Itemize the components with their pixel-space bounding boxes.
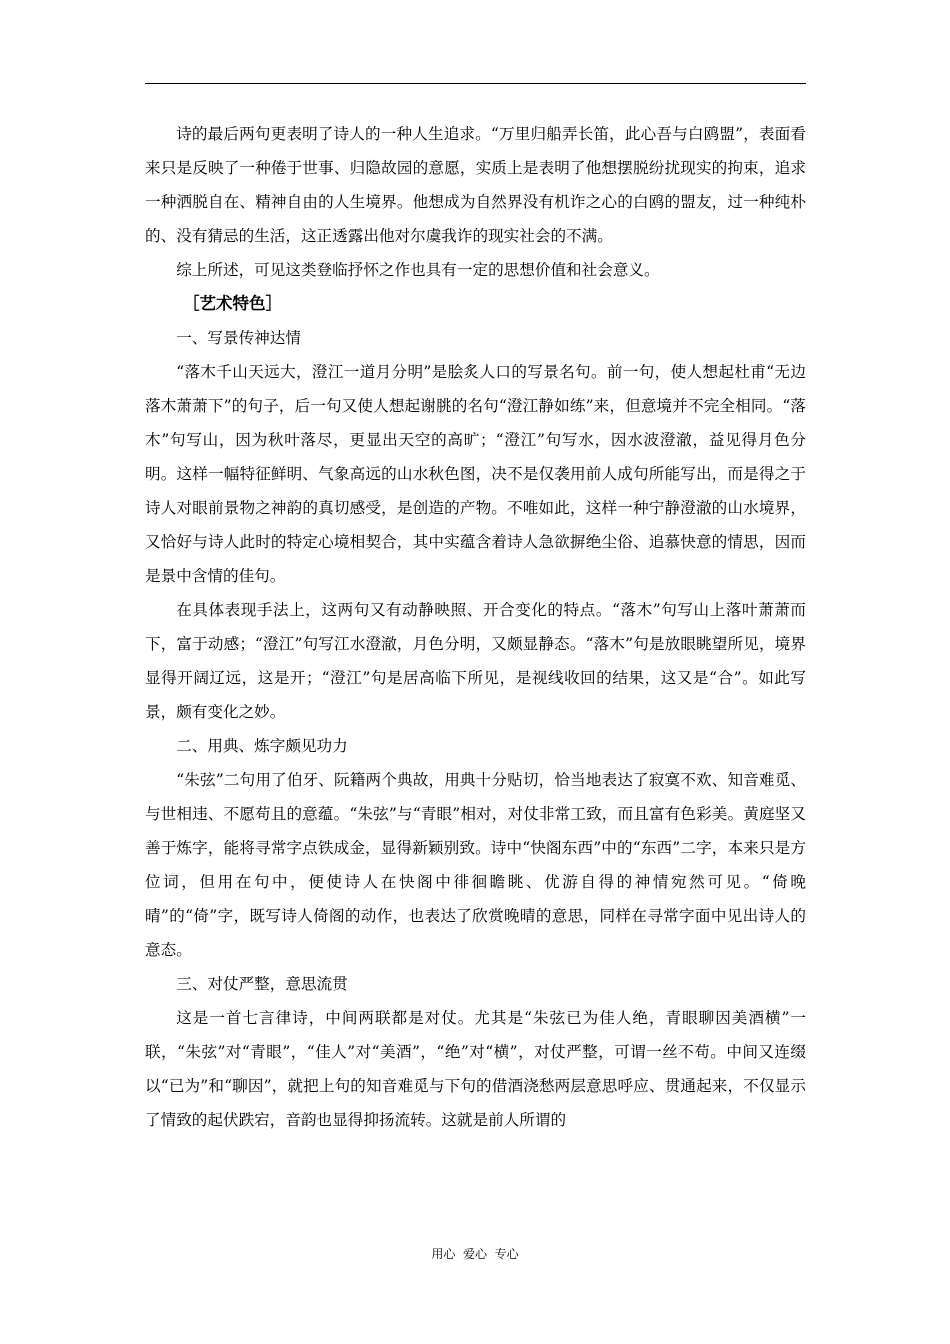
paragraph-pursuit: 诗的最后两句更表明了诗人的一种人生追求。“万里归船弄长笛，此心吾与白鸥盟”，表面看来只是反映了一种倦于世事、归隐故园的意愿，实质上是表明了他想摆脱纷扰现实的拘束，追求一种洒脱自在、精神自由的人生境界。他想成为自然界没有机诈之心的白鸥的盟友，过一种纯朴的、没有猜忌的生活，这正透露出他对尔虞我诈的现实社会的不满。 xyxy=(145,125,806,245)
header-rule xyxy=(145,83,806,84)
document-body xyxy=(145,117,806,1137)
paragraph-summary: 综上所述，可见这类登临抒怀之作也具有一定的思想价值和社会意义。 xyxy=(176,261,660,279)
page-footer: 用心 爱心 专心 xyxy=(431,1247,519,1261)
paragraph-allusion: “朱弦”二句用了伯牙、阮籍两个典故，用典十分贴切，恰当地表达了寂寞不欢、知音难觅、与世相违、不愿苟且的意蕴。“朱弦”与“青眼”相对，对仗非常工致，而且富有色彩美。黄庭坚又善于炼字，能将寻常字点铁成金，显得新颖别致。诗中“快阁东西”中的“东西”二字，本来只是方位词，但用在句中，便使诗人在快阁中徘徊瞻眺、优游自得的神情宛然可见。“倚晚晴”的“倚”字，既写诗人倚阁的动作，也表达了欣赏晚晴的意思，同样在寻常字面中见出诗人的意态。 xyxy=(145,771,806,959)
section-heading-art-features: ［艺术特色］ xyxy=(183,294,282,313)
paragraph-technique: 在具体表现手法上，这两句又有动静映照、开合变化的特点。“落木”句写山上落叶萧萧而下，富于动感；“澄江”句写江水澄澈，月色分明，又颇显静态。“落木”句是放眼眺望所见，境界显得开阔辽远，这是开；“澄江”句是居高临下所见，是视线收回的结果，这又是“合”。如此写景，颇有变化之妙。 xyxy=(145,601,806,721)
paragraph-antithesis: 这是一首七言律诗，中间两联都是对仗。尤其是“朱弦已为佳人绝，青眼聊因美酒横”一联，“朱弦”对“青眼”，“佳人”对“美酒”，“绝”对“横”，对仗严整，可谓一丝不苟。中间又连缀以“已为”和“聊因”，就把上句的知音难觅与下句的借酒浇愁两层意思呼应、贯通起来，不仅显示了情致的起伏跌宕，音韵也显得抑扬流转。这就是前人所谓的 xyxy=(145,1009,806,1129)
subheading-antithesis: 三、对仗严整，意思流贯 xyxy=(176,975,348,993)
paragraph-scenery-lines: “落木千山天远大，澄江一道月分明”是脍炙人口的写景名句。前一句，使人想起杜甫“无边落木萧萧下”的句子，后一句又使人想起谢朓的名句“澄江静如练”来，但意境并不完全相同。“落木”句写山，因为秋叶落尽，更显出天空的高旷；“澄江”句写水，因水波澄澈，益见得月色分明。这样一幅特征鲜明、气象高远的山水秋色图，决不是仅袭用前人成句所能写出，而是得之于诗人对眼前景物之神韵的真切感受，是创造的产物。不唯如此，这样一种宁静澄澈的山水境界，又恰好与诗人此时的特定心境相契合，其中实蕴含着诗人急欲摒绝尘俗、追慕快意的情思，因而是景中含情的佳句。 xyxy=(145,363,806,585)
subheading-allusion: 二、用典、炼字颇见功力 xyxy=(176,737,348,755)
subheading-scenery: 一、写景传神达情 xyxy=(176,329,301,347)
